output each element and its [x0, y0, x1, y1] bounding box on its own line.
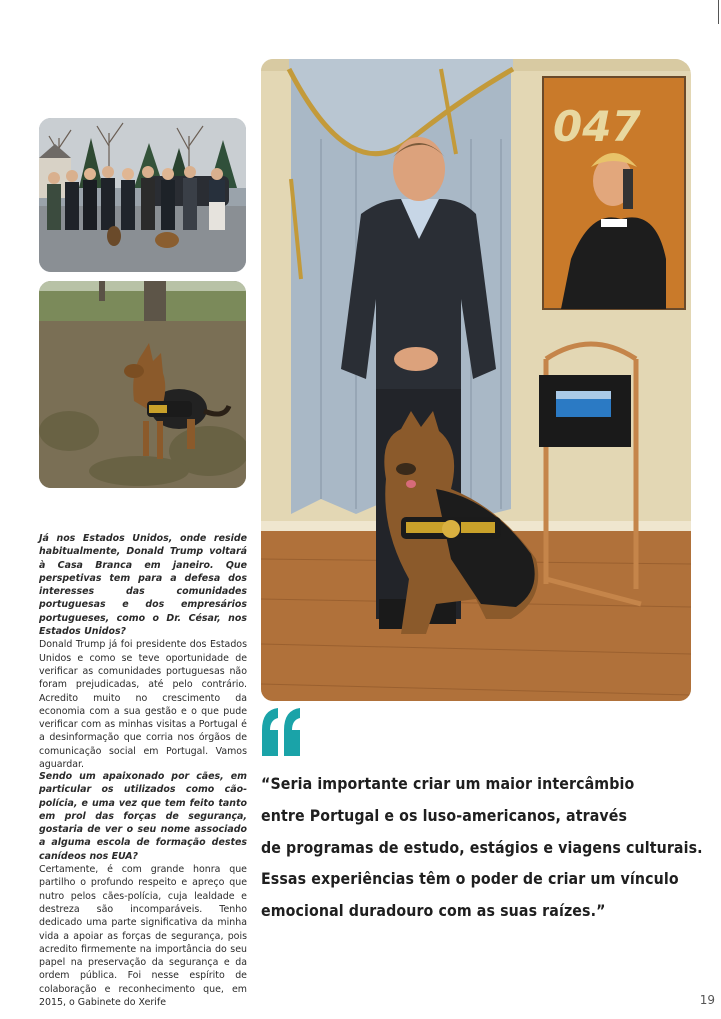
- quote-mark-icon: [260, 706, 304, 758]
- pull-quote-line: Essas experiências têm o poder de criar um vínculo: [261, 869, 679, 889]
- pull-quote-line: entre Portugal e os luso-americanos, através: [261, 805, 628, 825]
- interview-question-2: Sendo um apaixonado por cães, em particular os utilizados como cão-polícia, e uma vez que tem feito tanto em prol das forças de segurança, gostaria de ver o seu nome associado a alguma escola de formação destes canídeos nos EUA?: [39, 771, 247, 862]
- photo-dog-in-yard: [39, 281, 246, 488]
- interview-answer-1: Donald Trump já foi presidente dos Estados Unidos e como se teve oportunidade de verificar as comunidades portuguesas não foram prejudicadas, até pelo contrário. Acredito muito no crescimento da economia com a sua gestão e o que pude verificar com as minhas visitas a Portugal é a desinformação que corria nos órgãos de comunicação social em Portugal. Vamos aguardar.: [39, 639, 247, 771]
- interview-block-2: [39, 770, 247, 1009]
- pull-quote: [261, 768, 703, 927]
- interview-question-1: Já nos Estados Unidos, onde reside habitualmente, Donald Trump voltará à Casa Branca em janeiro. Que perspetivas tem para a defesa dos interesses das comunidades portuguesas e dos empresários portugueses, como o Dr. César, nos Estados Unidos?: [39, 533, 247, 638]
- painting-title: 047: [553, 102, 641, 151]
- interview-answer-2: Certamente, é com grande honra que partilho o profundo respeito e apreço que nutro pelos cães-polícia, cuja lealdade e destreza são incomparáveis. Tenho dedicado uma parte significativa da minha vida a apoiar as forças de segurança, pois acredito firmemente na importância do seu papel na preservação da segurança e da ordem pública. Foi nesse espírito de colaboração e reconhecimento que, em 2015, o Gabinete do Xerife: [39, 864, 247, 1009]
- pull-quote-line: “Seria importante criar um maior intercâmbio: [261, 774, 635, 793]
- page-number: 19: [699, 993, 715, 1007]
- photo-main-portrait: [261, 59, 691, 701]
- photo-officers-group: [39, 118, 246, 272]
- pull-quote-line: de programas de estudo, estágios e viagens culturais.: [261, 837, 703, 857]
- page-edge-mark: [718, 0, 719, 24]
- pull-quote-line: emocional duradouro com as suas raízes.”: [261, 901, 606, 921]
- interview-block-1: [39, 532, 247, 771]
